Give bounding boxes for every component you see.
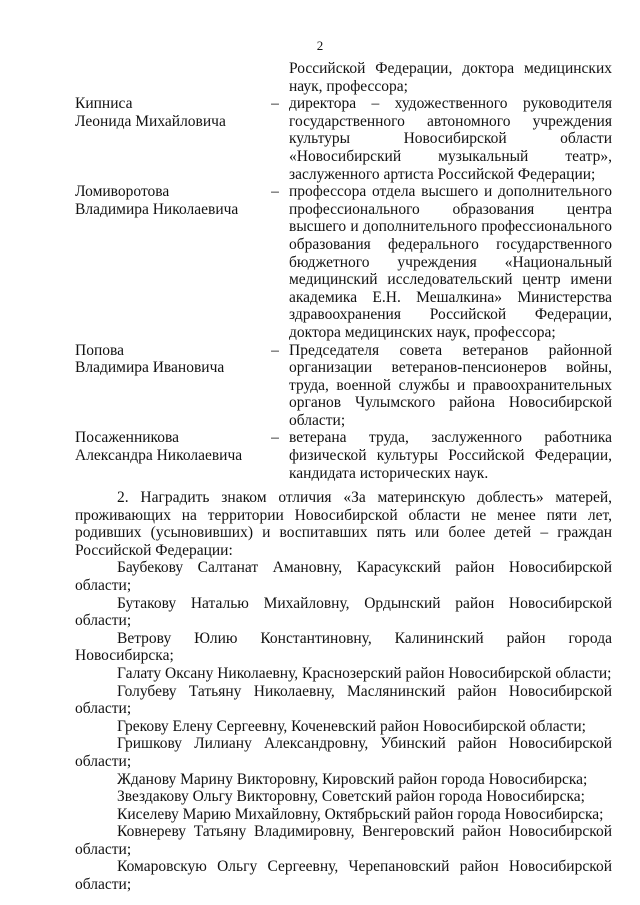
section-2-intro: 2. Наградить знаком отличия «За материнскую доблесть» матерей, проживающих на территории Новосибирской области не менее пяти лет, родивших (усыновивших) и воспитавших пять или более детей – граждан Российской Федерации: xyxy=(75,489,612,559)
list-item: Ковнереву Татьяну Владимировну, Венгеровский район Новосибирской области; xyxy=(75,823,612,858)
list-item: Гришкову Лилиану Александровну, Убинский район Новосибирской области; xyxy=(75,735,612,770)
dash-separator: – xyxy=(271,183,279,201)
award-description: директора – художественного руководителя государственного автономного учреждения культуры Новосибирской области «Новосибирский музыкальный театр», заслуженного артиста Российской Федерации; xyxy=(289,95,612,183)
list-item: Баубекову Салтанат Амановну, Карасукский район Новосибирской области; xyxy=(75,559,612,594)
list-item: Киселеву Марию Михайловну, Октябрьский район города Новосибирска; xyxy=(117,805,604,823)
award-entry xyxy=(0,342,640,430)
award-entry xyxy=(0,183,640,341)
list-item: Бутакову Наталью Михайловну, Ордынский район Новосибирской области; xyxy=(75,594,612,630)
award-description: ветерана труда, заслуженного работника физической культуры Российской Федерации, кандидата исторических наук. xyxy=(289,429,612,482)
list-item: Грекову Елену Сергеевну, Коченевский район Новосибирской области; xyxy=(117,717,586,735)
section-2 xyxy=(75,489,612,894)
page-number: 2 xyxy=(316,38,324,53)
list-item: Голубеву Татьяну Николаевну, Маслянинский район Новосибирской области; xyxy=(75,682,612,718)
award-description: Председателя совета ветеранов районной организации ветеранов-пенсионеров войны, труда, военной службы и правоохранительных органов Чулымского района Новосибирской области; xyxy=(289,341,612,429)
dash-separator: – xyxy=(271,429,279,447)
award-description: Российской Федерации, доктора медицинских наук, профессора; xyxy=(289,60,612,95)
awardee-name: Посаженникова Александра Николаевича xyxy=(75,429,243,465)
dash-separator: – xyxy=(271,95,279,113)
list-item: Галату Оксану Николаевну, Краснозерский район Новосибирской области; xyxy=(117,664,612,682)
list-item: Звездакову Ольгу Викторовну, Советский район города Новосибирска; xyxy=(117,788,585,806)
dash-separator: – xyxy=(271,341,279,359)
list-item: Жданову Марину Викторовну, Кировский район города Новосибирска; xyxy=(117,770,588,788)
awardee-name: Попова Владимира Ивановича xyxy=(75,341,225,377)
list-item: Ветрову Юлию Константиновну, Калининский район города Новосибирска; xyxy=(75,629,612,665)
award-entry xyxy=(0,429,640,482)
award-list xyxy=(0,60,640,482)
award-entry xyxy=(0,60,640,95)
awardee-name: Кипниса Леонида Михайловича xyxy=(75,95,226,130)
list-item: Комаровскую Ольгу Сергеевну, Черепановский район Новосибирской области; xyxy=(75,858,612,894)
awardee-name: Ломиворотова Владимира Николаевича xyxy=(75,183,239,218)
award-entry xyxy=(0,95,640,183)
award-description: профессора отдела высшего и дополнительного профессионального образования центра высшего и дополнительного профессионального образования федерального государственного бюджетного учреждения «Национальный медицинский исследовательский центр имени академика Е.Н. Мешалкина» Министерства здравоохранения Российской Федерации, доктора медицинских наук, профессора; xyxy=(289,183,612,341)
